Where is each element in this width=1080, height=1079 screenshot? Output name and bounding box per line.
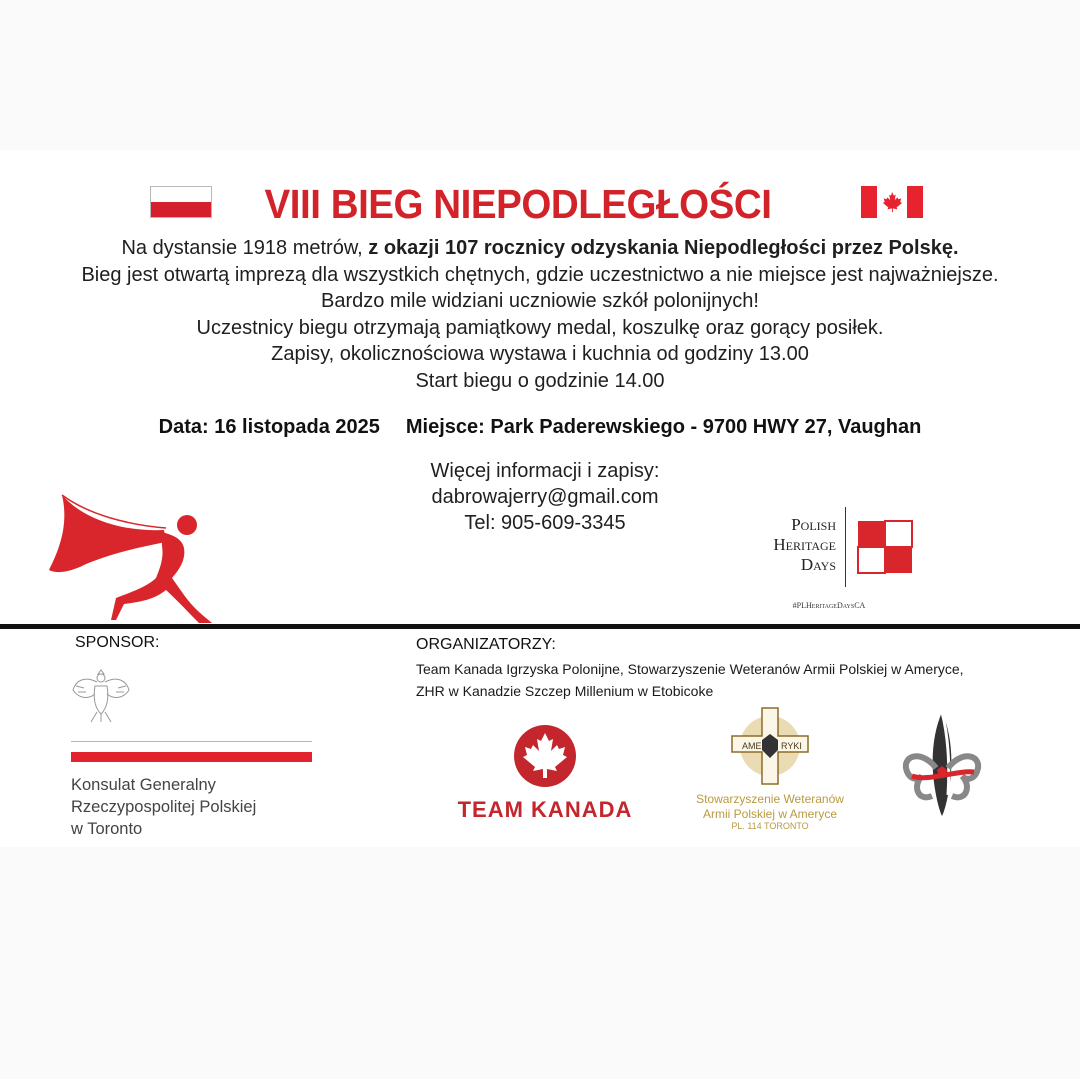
logo-divider [845, 507, 846, 587]
page-title: VIII BIEG NIEPODLEGŁOŚCI [264, 181, 772, 227]
section-divider [0, 624, 1080, 629]
contact-label: Więcej informacji i zapisy: [430, 460, 660, 482]
checkerboard-icon [856, 519, 914, 575]
organizers-list: Team Kanada Igrzyska Polonijne, Stowarzyszenie Weteranów Armii Polskiej w Ameryce, ZHR w Kanadzie Szczep Millenium w Etobicoke [416, 661, 964, 699]
canada-flag-icon [861, 186, 923, 218]
event-description [0, 235, 1080, 394]
veterans-cross-emblem-icon [729, 706, 811, 786]
veterans-association-logo: AME RYKI Stowarzyszenie Weteranów Armii Polskiej w Ameryce PL. 114 TORONTO [670, 706, 870, 831]
team-kanada-logo: TEAM KANADA [445, 724, 645, 823]
maple-leaf-circle-icon [513, 724, 577, 788]
consulate-red-bar [71, 752, 312, 762]
description-line-4: Uczestnicy biegu otrzymają pamiątkowy medal, koszulkę oraz gorący posiłek. [196, 316, 884, 339]
poland-flag-icon [150, 186, 212, 218]
event-place: Miejsce: Park Paderewskiego - 9700 HWY 27, Vaughan [405, 416, 922, 438]
contact-email[interactable]: dabrowajerry@gmail.com [431, 486, 659, 508]
event-date: Data: 16 listopada 2025 [158, 416, 380, 438]
description-line-5: Zapisy, okolicznościowa wystawa i kuchnia od godziny 13.00 [271, 343, 809, 365]
sponsor-label: SPONSOR: [75, 634, 160, 651]
svg-text:AME: AME [742, 741, 762, 751]
consulate-thin-line [71, 741, 312, 742]
description-line-2: Bieg jest otwartą imprezą dla wszystkich chętnych, gdzie uczestnictwo a nie miejsce jest najważniejsze. [81, 263, 999, 286]
svg-text:RYKI: RYKI [781, 741, 802, 751]
zhr-fleur-de-lis-icon [902, 710, 982, 820]
polish-heritage-days-logo: Polish Heritage Days #PLHeritageDaysCA [734, 505, 924, 615]
description-line-1: Na dystansie 1918 metrów, z okazji 107 rocznicy odzyskania Niepodległości przez Polskę. [121, 237, 959, 259]
consulate-name: Konsulat Generalny Rzeczypospolitej Polskiej w Toronto [71, 776, 257, 838]
contact-phone[interactable]: Tel: 905-609-3345 [464, 512, 626, 534]
event-details [0, 416, 1080, 439]
organizers-label: ORGANIZATORZY: [416, 636, 556, 653]
title-row [0, 178, 1080, 234]
polish-eagle-emblem-icon [70, 664, 132, 726]
description-line-3: Bardzo mile widziani uczniowie szkół polonijnych! [321, 290, 759, 312]
runner-logo-icon [44, 490, 224, 625]
description-line-6: Start biegu o godzinie 14.00 [415, 369, 665, 392]
